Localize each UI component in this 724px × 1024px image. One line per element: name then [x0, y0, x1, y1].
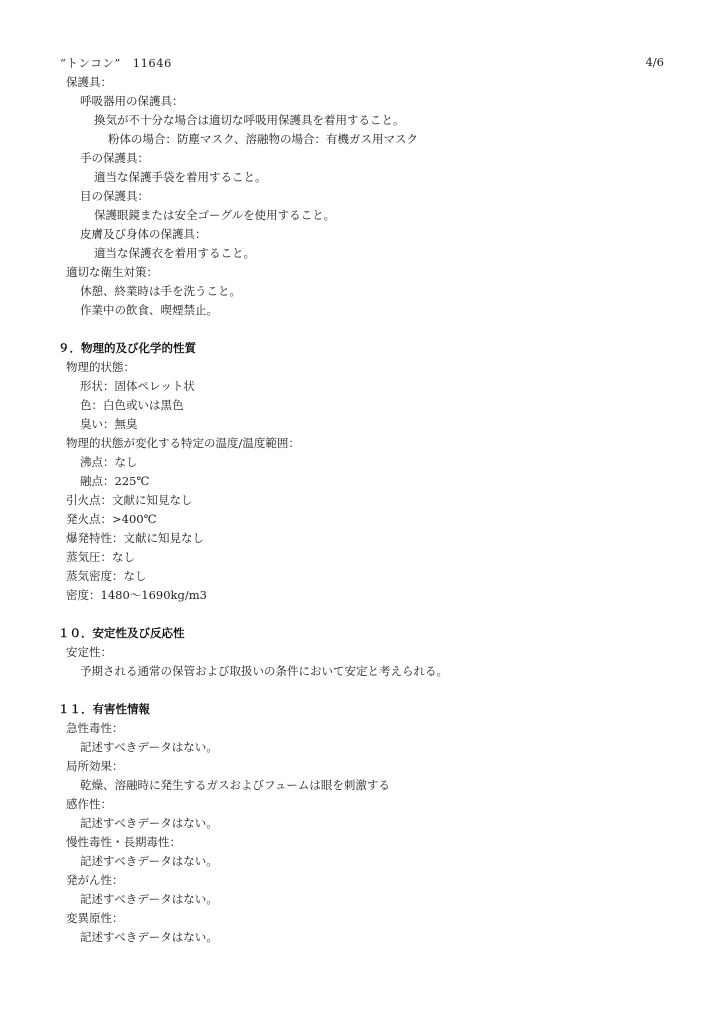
label-carcinogenicity: 発がん性：: [66, 873, 124, 887]
text-mask: 粉体の場合：防塵マスク、溶融物の場合：有機ガス用マスク: [108, 132, 419, 146]
text-density: 密度：1480～1690kg/m3: [66, 588, 207, 602]
label-skin-protection: 皮膚及び身体の保護具：: [80, 227, 207, 241]
header-product: “トンコン” 11646: [60, 56, 172, 70]
text-ignition-point: 発火点：>400℃: [66, 512, 157, 526]
text-goggles: 保護眼鏡または安全ゴーグルを使用すること。: [94, 208, 336, 222]
label-local-effects: 局所効果：: [66, 759, 124, 773]
text-carcinogenicity: 記述すべきデータはない。: [80, 892, 218, 906]
label-hygiene: 適切な衛生対策：: [66, 265, 158, 279]
label-temperature: 物理的状態が変化する特定の温度/温度範囲：: [66, 436, 300, 450]
text-odor: 臭い：無臭: [80, 417, 138, 431]
text-sensitization: 記述すべきデータはない。: [80, 816, 218, 830]
text-vapor-pressure: 蒸気圧：なし: [66, 550, 135, 564]
label-sensitization: 感作性：: [66, 797, 112, 811]
text-no-eating: 作業中の飲食、喫煙禁止。: [80, 303, 218, 317]
label-hand-protection: 手の保護具：: [80, 151, 149, 165]
section-9-heading: ９．物理的及び化学的性質: [58, 341, 196, 355]
text-gloves: 適当な保護手袋を着用すること。: [94, 170, 267, 184]
text-chronic-toxicity: 記述すべきデータはない。: [80, 854, 218, 868]
page-number: 4/6: [645, 55, 664, 69]
label-mutagenicity: 変異原性：: [66, 911, 124, 925]
text-acute-toxicity: 記述すべきデータはない。: [80, 740, 218, 754]
text-color: 色：白色或いは黒色: [80, 398, 184, 412]
page-header: [60, 55, 664, 71]
label-chronic-toxicity: 慢性毒性・長期毒性：: [66, 835, 181, 849]
text-explosive: 爆発特性：文献に知見なし: [66, 531, 204, 545]
text-mutagenicity: 記述すべきデータはない。: [80, 930, 218, 944]
text-ventilation: 換気が不十分な場合は適切な呼吸用保護具を着用すること。: [94, 113, 405, 127]
text-local-effects: 乾燥、溶融時に発生するガスおよびフュームは眼を刺激する: [80, 778, 390, 792]
label-stability: 安定性：: [66, 645, 112, 659]
label-eye-protection: 目の保護具：: [80, 189, 149, 203]
text-wash-hands: 休憩、終業時は手を洗うこと。: [80, 284, 241, 298]
text-boiling-point: 沸点：なし: [80, 455, 138, 469]
text-vapor-density: 蒸気密度：なし: [66, 569, 147, 583]
text-clothing: 適当な保護衣を着用すること。: [94, 246, 255, 260]
label-respiratory-protection: 呼吸器用の保護具：: [80, 94, 184, 108]
text-stability: 予期される通常の保管および取扱いの条件において安定と考えられる。: [80, 664, 448, 678]
text-melting-point: 融点：225℃: [80, 474, 150, 488]
label-protective-equipment: 保護具：: [66, 75, 112, 89]
label-physical-state: 物理的状態：: [66, 360, 135, 374]
section-10-heading: １０．安定性及び反応性: [58, 626, 185, 640]
label-acute-toxicity: 急性毒性：: [66, 721, 124, 735]
section-11-heading: １１．有害性情報: [58, 702, 150, 716]
text-form: 形状：固体ペレット状: [80, 379, 195, 393]
text-flash-point: 引火点：文献に知見なし: [66, 493, 193, 507]
